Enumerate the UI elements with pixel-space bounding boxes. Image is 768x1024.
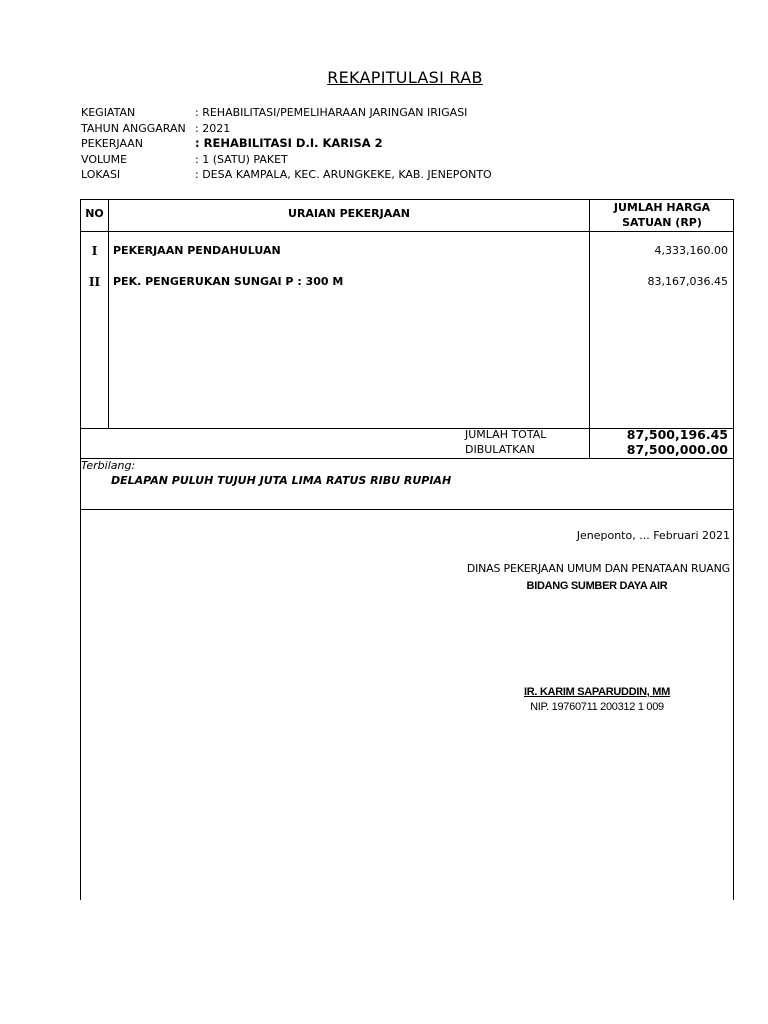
info-label: PEKERJAAN	[81, 137, 144, 150]
table-border	[80, 509, 734, 510]
info-row-tahun	[81, 121, 492, 137]
info-row-lokasi	[81, 167, 492, 183]
rab-table	[80, 199, 734, 900]
terbilang-text: DELAPAN PULUH TUJUH JUTA LIMA RATUS RIBU RUPIAH	[111, 474, 452, 487]
signatory-name: IR. KARIM SAPARUDDIN, MM	[524, 686, 670, 698]
info-value: : 1 (SATU) PAKET	[195, 152, 288, 166]
row-jumlah: 83,167,036.45	[647, 275, 728, 288]
header-jumlah-line2: SATUAN (RP)	[622, 216, 702, 229]
info-row-volume	[81, 152, 492, 168]
info-label: KEGIATAN	[81, 106, 136, 119]
info-value: : REHABILITASI D.I. KARISA 2	[195, 136, 383, 150]
total-label: JUMLAH TOTAL	[465, 428, 547, 441]
info-value: : 2021	[195, 121, 231, 135]
header-uraian: URAIAN PEKERJAAN	[288, 207, 410, 220]
row-uraian: PEK. PENGERUKAN SUNGAI P : 300 M	[113, 275, 344, 288]
row-no: I	[91, 244, 98, 258]
header-jumlah	[590, 200, 734, 230]
info-value: : REHABILITASI/PEMELIHARAAN JARINGAN IRIGASI	[195, 106, 468, 119]
info-row-pekerjaan	[81, 136, 492, 152]
info-block	[81, 105, 492, 183]
place-date: Jeneponto, ... Februari 2021	[576, 529, 730, 542]
table-border	[80, 458, 734, 459]
agency-name: DINAS PEKERJAAN UMUM DAN PENATAAN RUANG	[466, 562, 730, 575]
table-border	[108, 199, 109, 428]
rounded-value: 87,500,000.00	[626, 442, 728, 457]
header-no: NO	[85, 207, 104, 220]
row-no: II	[88, 275, 101, 289]
info-row-kegiatan	[81, 105, 492, 121]
header-jumlah-line1: JUMLAH HARGA	[613, 201, 711, 214]
info-label: VOLUME	[81, 152, 128, 166]
row-uraian: PEKERJAAN PENDAHULUAN	[113, 244, 281, 257]
table-border	[80, 199, 81, 900]
info-label: LOKASI	[81, 168, 121, 181]
terbilang-label: Terbilang:	[81, 459, 136, 472]
info-value: : DESA KAMPALA, KEC. ARUNGKEKE, KAB. JENEPONTO	[195, 168, 492, 181]
total-value: 87,500,196.45	[626, 427, 728, 442]
signatory-nip: NIP. 19760711 200312 1 009	[530, 701, 664, 713]
table-border	[80, 231, 734, 232]
table-border	[733, 199, 734, 900]
rounded-label: DIBULATKAN	[465, 443, 535, 456]
division-name: BIDANG SUMBER DAYA AIR	[526, 580, 668, 592]
table-border	[589, 199, 590, 459]
document-title: REKAPITULASI RAB	[327, 68, 483, 87]
info-label: TAHUN ANGGARAN	[81, 121, 186, 135]
row-jumlah: 4,333,160.00	[654, 244, 728, 257]
